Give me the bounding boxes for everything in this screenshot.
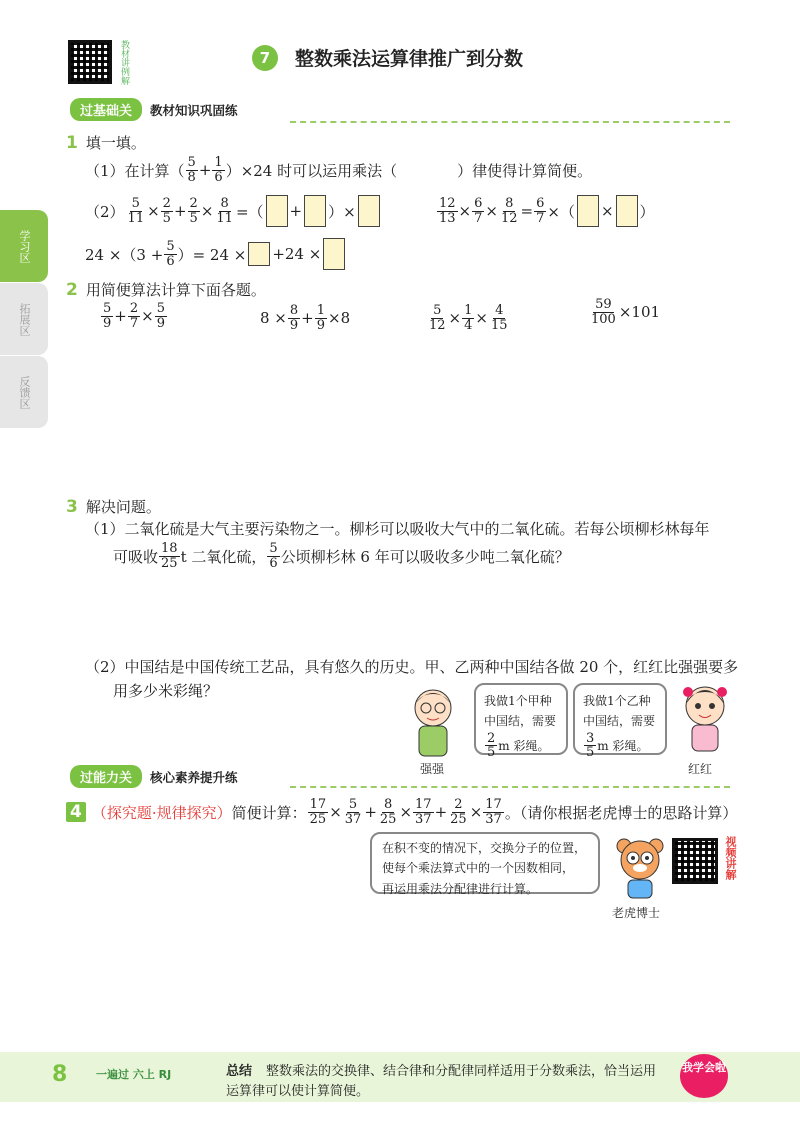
- summary-label: 总结: [226, 1064, 253, 1079]
- q1-title: 填一填。: [85, 134, 146, 152]
- q3-title: 解决问题。: [85, 498, 161, 516]
- boy-character-icon: [405, 686, 461, 758]
- tab-study[interactable]: 学习区: [0, 210, 48, 282]
- section-ability-subtitle: 核心素养提升练: [150, 769, 238, 785]
- video-label: 视频讲解: [724, 836, 737, 880]
- q3-part2-line1: （2）中国结是中国传统工艺品，具有悠久的历史。甲、乙两种中国结各做 20 个，红红比强强要多: [85, 658, 739, 676]
- answer-box[interactable]: [266, 195, 288, 227]
- q1-part1: （1）在计算（ $\frac{5}{8}$ + $\frac{1}{6}$ ）×24 时可以运用乘法（ ）律使得计算简便。: [85, 155, 593, 185]
- fraction: $\frac{5}{8}$: [187, 155, 196, 185]
- answer-box[interactable]: [577, 195, 599, 227]
- q3-title-line: [66, 496, 161, 517]
- tiger-doctor-name: 老虎博士: [612, 906, 661, 920]
- q2-expr-4: $\frac{59}{100}$ ×101: [591, 297, 661, 327]
- video-qr-code-icon[interactable]: [672, 838, 718, 884]
- speech-bubble-boy: 我做1个甲种 中国结，需要 $\frac{2}{5}$ m 彩绳。: [474, 683, 568, 755]
- tab-feedback[interactable]: 反馈区: [0, 356, 48, 428]
- q3-part1-line1: （1）二氧化硫是大气主要污染物之一。柳杉可以吸收大气中的二氧化硫。若每公顷柳杉林每年: [85, 520, 710, 538]
- section-ability-rule: [290, 786, 730, 788]
- footer-brand: 一遍过 六上 RJ: [96, 1068, 172, 1081]
- speech-bubble-girl: 我做1个乙种 中国结，需要 $\frac{3}{5}$ m 彩绳。: [573, 683, 667, 755]
- answer-box[interactable]: [323, 238, 345, 270]
- hint-bubble: 在积不变的情况下，交换分子的位置， 使每个乘法算式中的一个因数相同， 再运用乘法分配律进行计算。: [370, 832, 600, 894]
- tab-extend[interactable]: 拓展区: [0, 283, 48, 355]
- q1-title-line: [66, 132, 146, 153]
- qr-label: 教材讲例解: [119, 40, 129, 85]
- page-title: 整数乘法运算律推广到分数: [295, 48, 524, 70]
- section-basic-subtitle: 教材知识巩固练: [150, 102, 238, 118]
- q1-part2-right: $\frac{12}{13}$ × $\frac{6}{7}$ × $\frac{8}{12}$ = $\frac{6}{7}$ ×（ × ）: [439, 195, 655, 226]
- q3-part1-line2: 可吸收 $\frac{18}{25}$ t 二氧化硫， $\frac{5}{6}$ 公顷柳杉林 6 年可以吸收多少吨二氧化硫？: [113, 541, 570, 571]
- unit-number-badge: 7: [252, 45, 278, 71]
- q3-number: 3: [66, 496, 78, 517]
- answer-box[interactable]: [616, 195, 638, 227]
- summary-line1: 整数乘法的交换律、结合律和分配律同样适用于分数乘法，恰当运用: [266, 1064, 657, 1079]
- q1-number: 1: [66, 132, 78, 153]
- section-basic-header: [70, 98, 238, 121]
- section-basic-badge: 过基础关: [70, 98, 142, 121]
- girl-name: 红红: [688, 762, 713, 776]
- q2-title: 用简便算法计算下面各题。: [85, 281, 266, 299]
- learned-sticker[interactable]: 我学会啦: [680, 1054, 728, 1098]
- page-number: 8: [52, 1062, 68, 1087]
- section-ability-header: [70, 765, 238, 788]
- girl-character-icon: [676, 682, 734, 754]
- q2-expr-1: $\frac{5}{9}$ + $\frac{2}{7}$ × $\frac{5}{9}$: [103, 301, 165, 331]
- section-ability-badge: 过能力关: [70, 765, 142, 788]
- q4-tag: （探究题·规律探究）: [91, 803, 232, 822]
- q2-expr-3: $\frac{5}{12}$ × $\frac{1}{4}$ × $\frac{4}{15}$: [429, 303, 508, 333]
- fraction: $\frac{1}{6}$: [214, 155, 223, 185]
- summary-line2: 运算律可以使计算简便。: [226, 1084, 370, 1099]
- answer-box[interactable]: [248, 242, 270, 266]
- section-basic-rule: [290, 121, 730, 123]
- q2-expr-2: 8 × $\frac{8}{9}$ + $\frac{1}{9}$ ×8: [260, 303, 351, 333]
- q1-part2-second-line: 24 ×（3 + $\frac{5}{6}$ ）= 24 × +24 ×: [85, 238, 347, 270]
- q4-line: 4 （探究题·规律探究） 简便计算： $\frac{17}{25}$ × $\frac{5}{37}$ + $\frac{8}{25}$ × $\frac{17}{37}$ + $\frac{2}{25}$ × $\frac{17}{37}$ 。（请你根据老虎博士的思路计算）: [66, 798, 737, 826]
- qr-code-icon[interactable]: [68, 40, 112, 84]
- q2-title-line: [66, 279, 266, 300]
- boy-name: 强强: [420, 762, 445, 776]
- tiger-doctor-icon: [612, 836, 668, 900]
- q1-part2-left: （2） $\frac{5}{11}$ × $\frac{2}{5}$ + $\frac{2}{5}$ × $\frac{8}{11}$ =（ + ）×: [85, 195, 382, 227]
- q3-part2-line2: 用多少米彩绳？: [113, 682, 219, 700]
- answer-box[interactable]: [358, 195, 380, 227]
- q2-number: 2: [66, 279, 78, 300]
- answer-box[interactable]: [304, 195, 326, 227]
- q4-number: 4: [66, 802, 86, 822]
